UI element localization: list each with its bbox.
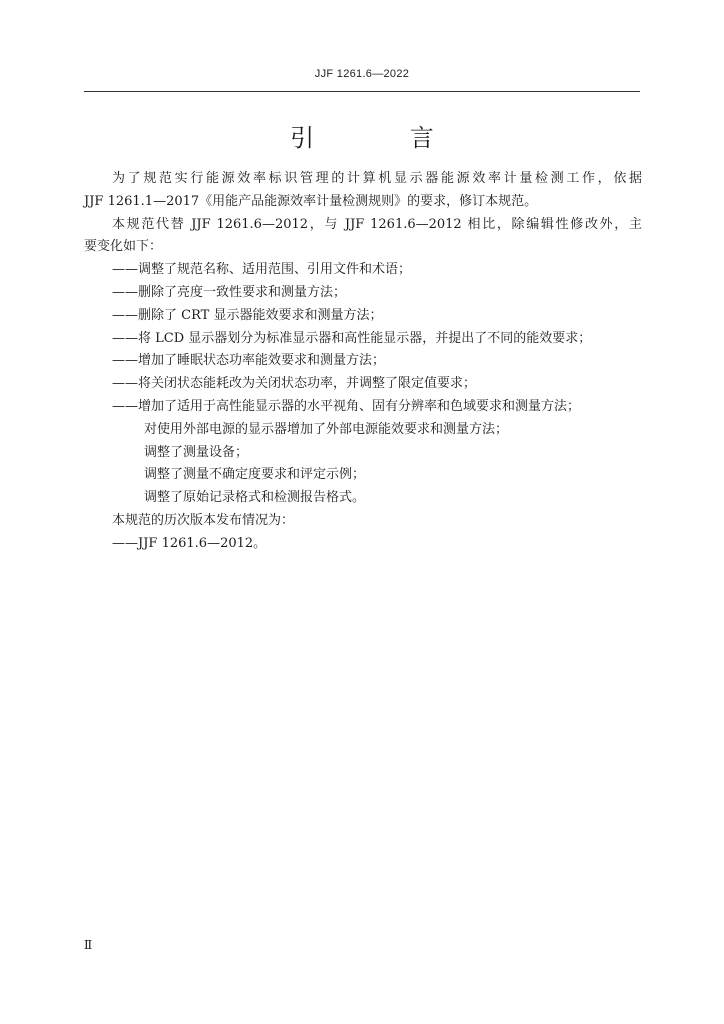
history-version-item: ——JJF 1261.6—2012。 xyxy=(112,535,267,551)
page-number: Ⅱ xyxy=(84,938,93,952)
sub-change-item: 调整了测量设备； xyxy=(144,444,249,460)
paragraph-1-line-2: JJF 1261.1—2017《用能产品能源效率计量检测规则》的要求，修订本规范。 xyxy=(84,193,538,209)
header-rule xyxy=(84,91,640,92)
sub-change-item: 对使用外部电源的显示器增加了外部电源能效要求和测量方法； xyxy=(144,421,509,437)
document-code-header: JJF 1261.6—2022 xyxy=(314,68,410,80)
change-item: ——增加了睡眠状态功率能效要求和测量方法； xyxy=(112,353,386,369)
body-text xyxy=(84,168,642,556)
sub-change-item: 调整了原始记录格式和检测报告格式。 xyxy=(144,490,366,506)
paragraph-2-line-2: 要变化如下： xyxy=(84,239,163,255)
change-item: ——删除了亮度一致性要求和测量方法； xyxy=(112,284,347,300)
page-title: 引 言 xyxy=(290,124,478,152)
paragraph-2-line-1: 本规范代替 JJF 1261.6—2012，与 JJF 1261.6—2012 相比，除编辑性修改外，主 xyxy=(112,216,642,232)
change-item: ——删除了 CRT 显示器能效要求和测量方法； xyxy=(112,307,383,323)
change-item: ——调整了规范名称、适用范围、引用文件和术语； xyxy=(112,262,412,278)
change-item: ——增加了适用于高性能显示器的水平视角、固有分辨率和色域要求和测量方法； xyxy=(112,398,581,414)
change-item: ——将 LCD 显示器划分为标准显示器和高性能显示器，并提出了不同的能效要求； xyxy=(112,330,592,346)
sub-change-item: 调整了测量不确定度要求和评定示例； xyxy=(144,467,366,483)
paragraph-1-line-1: 为了规范实行能源效率标识管理的计算机显示器能源效率计量检测工作，依据 xyxy=(112,171,642,186)
change-item: ——将关闭状态能耗改为关闭状态功率，并调整了限定值要求； xyxy=(112,376,477,392)
history-intro: 本规范的历次版本发布情况为： xyxy=(112,512,295,528)
